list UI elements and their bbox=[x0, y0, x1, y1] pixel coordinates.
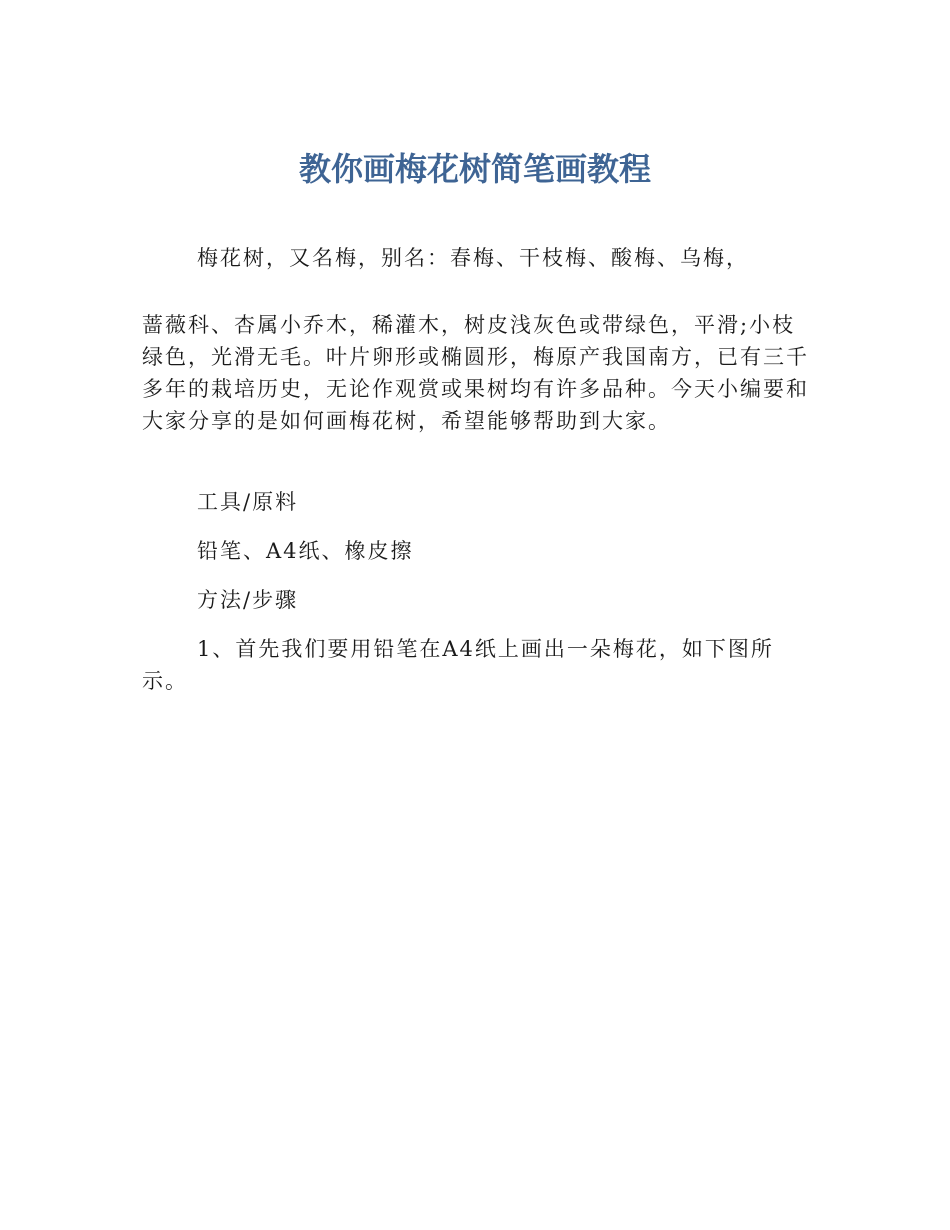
document-title: 教你画梅花树简笔画教程 bbox=[298, 150, 651, 188]
intro-paragraph: 梅花树，又名梅，别名：春梅、干枝梅、酸梅、乌梅， bbox=[197, 246, 749, 270]
tools-heading: 工具/原料 bbox=[197, 490, 299, 514]
step-1-paragraph: 1、首先我们要用铅笔在A4纸上画出一朵梅花，如下图所示。 bbox=[142, 637, 774, 693]
method-heading: 方法/步骤 bbox=[197, 588, 299, 612]
description-paragraph: 蔷薇科、杏属小乔木，稀灌木，树皮浅灰色或带绿色，平滑;小枝绿色，光滑无毛。叶片卵形或椭圆形，梅原产我国南方，已有三千多年的栽培历史，无论作观赏或果树均有许多品种。今天小编要和大家分享的是如何画梅花树，希望能够帮助到大家。 bbox=[142, 313, 809, 433]
tools-list: 铅笔、A4纸、橡皮擦 bbox=[197, 539, 414, 563]
